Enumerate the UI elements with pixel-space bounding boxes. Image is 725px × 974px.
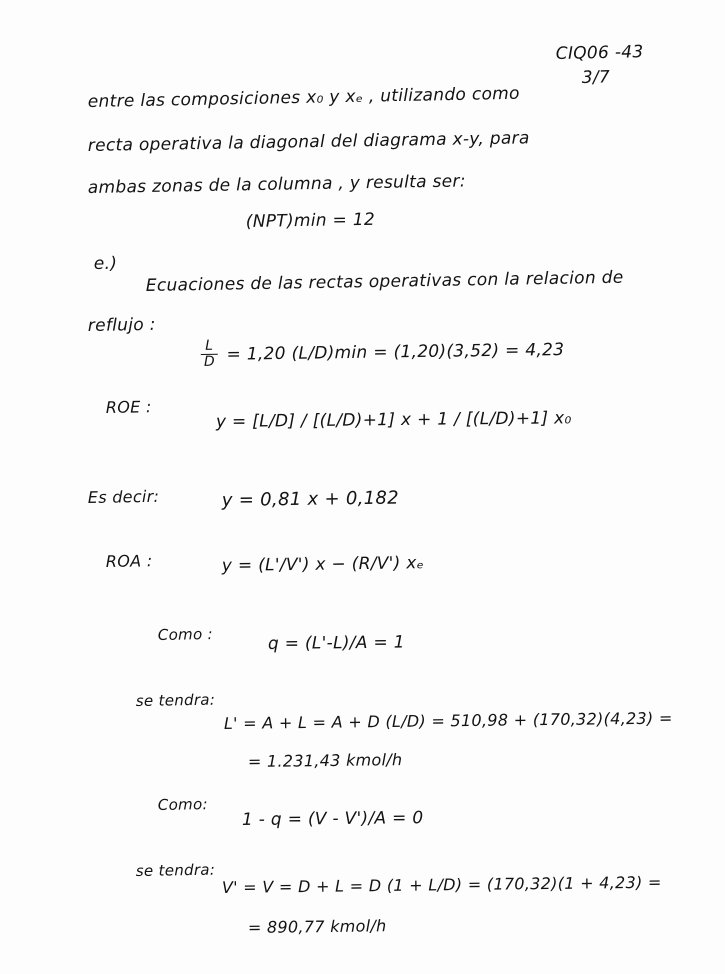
se-tendra-V-equation-line-1: V' = V = D + L = D (1 + L/D) = (170,32)(1 + 4,23) = [221,872,662,897]
como-1-menos-q-equation: 1 - q = (V - V')/A = 0 [241,808,424,830]
document-code: CIQ06 -43 [555,42,644,64]
roe-label: ROE : [105,397,152,417]
paragraph-line-2: recta operativa la diagonal del diagrama x-y, para [87,128,530,156]
reflux-ratio-rhs: = 1,20 (L/D)min = (1,20)(3,52) = 4,23 [226,340,565,365]
se-tendra-V-label: se tendra: [135,860,216,880]
reflux-ratio-fraction [201,339,218,369]
roa-label: ROA : [105,551,153,571]
como-1-menos-q-label: Como: [157,795,208,814]
page-number: 3/7 [581,67,611,88]
se-tendra-L-equation-line-1: L' = A + L = A + D (L/D) = 510,98 + (170,32)(4,23) = [223,708,673,733]
como-q-label: Como : [157,625,214,644]
roe-numeric-equation: y = 0,81 x + 0,182 [221,487,400,511]
reflux-ratio-denominator: D [201,353,218,369]
section-e-line-2: reflujo : [87,314,156,336]
reflux-ratio-numerator: L [205,337,214,354]
section-e-label: e.) [93,253,118,274]
es-decir-label: Es decir: [87,486,160,507]
como-q-equation: q = (L'-L)/A = 1 [267,632,405,654]
section-e-line-1: Ecuaciones de las rectas operativas con la relacion de [145,267,624,296]
minimum-plates-equation: (NPT)min = 12 [245,209,376,232]
roa-equation: y = (L'/V') x − (R/V') xₑ [221,553,425,576]
reflux-ratio-equation [198,335,565,370]
se-tendra-L-equation-line-2: = 1.231,43 kmol/h [247,750,403,771]
paragraph-line-3: ambas zonas de la columna , y resulta ser: [87,171,466,198]
se-tendra-V-equation-line-2: = 890,77 kmol/h [247,916,387,937]
se-tendra-L-label: se tendra: [135,690,216,710]
paragraph-line-1: entre las composiciones x₀ y xₑ , utilizando como [87,83,520,112]
roe-equation: y = [L/D] / [(L/D)+1] x + 1 / [(L/D)+1] x₀ [215,408,572,432]
